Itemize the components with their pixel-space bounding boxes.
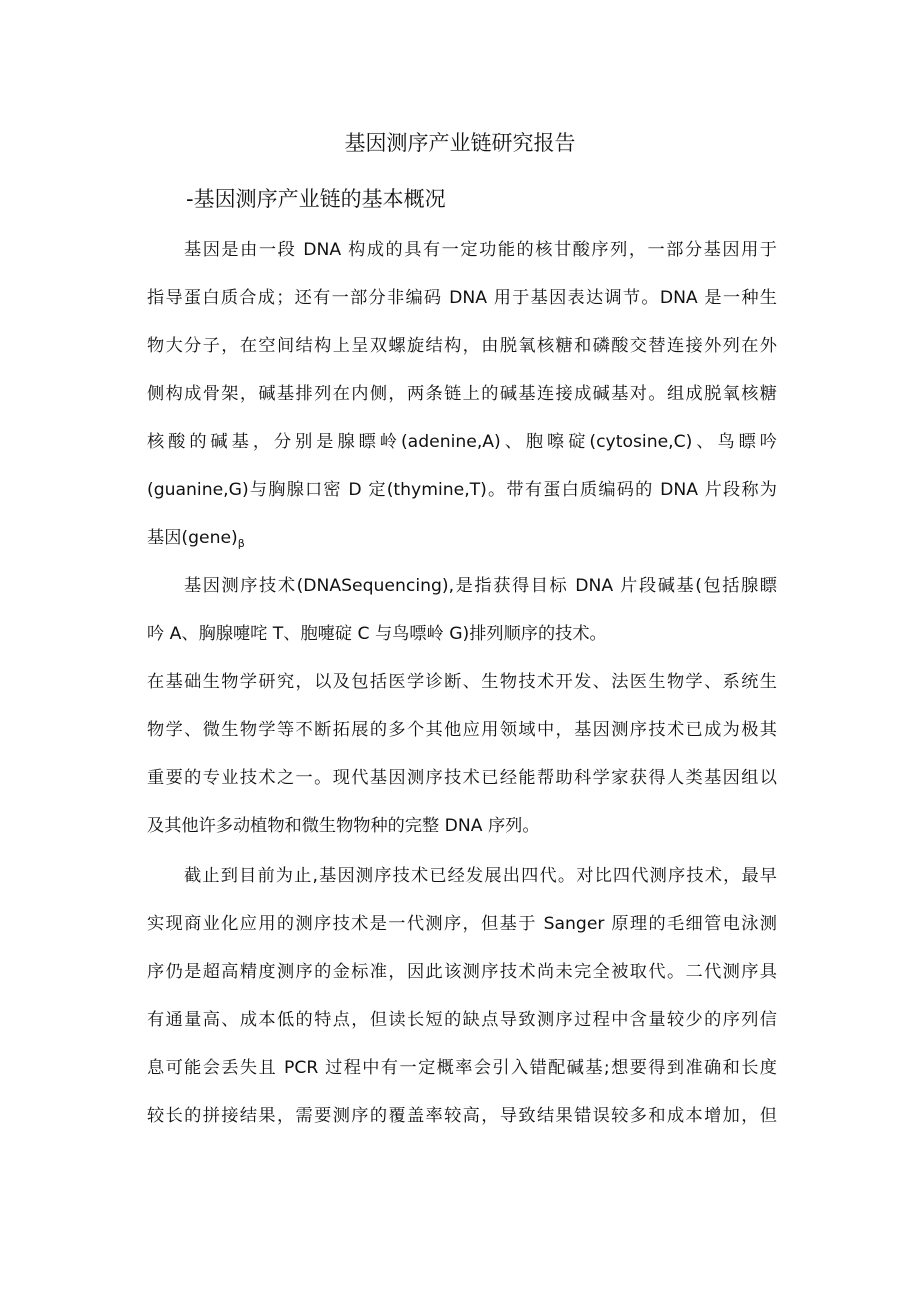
subscript-mark: β [237, 537, 245, 550]
paragraph-line [147, 524, 777, 554]
section-heading: -基因测序产业链的基本概况 [186, 187, 446, 211]
paragraph-line: 及其他许多动植物和微生物物种的完整 DNA 序列。 [147, 816, 540, 836]
paragraph-line-text: 基因(gene) [147, 528, 238, 548]
paragraph-line: 重要的专业技术之一。现代基因测序技术已经能帮助科学家获得人类基因组以 [147, 768, 777, 788]
paragraph-line: 基因是由一段 DNA 构成的具有一定功能的核甘酸序列，一部分基因用于 [184, 240, 777, 260]
paragraph-line: 侧构成骨架，碱基排列在内侧，两条链上的碱基连接成碱基对。组成脱氧核糖 [147, 384, 777, 404]
paragraph-line: 物大分子，在空间结构上呈双螺旋结构，由脱氧核糖和磷酸交替连接外列在外 [147, 336, 777, 356]
paragraph-line: 截止到目前为止,基因测序技术已经发展出四代。对比四代测序技术，最早 [184, 866, 777, 886]
paragraph-line: 息可能会丢失且 PCR 过程中有一定概率会引入错配碱基;想要得到准确和长度 [147, 1058, 777, 1078]
paragraph-line: (guanine,G)与胸腺口密 D 定(thymine,T)。带有蛋白质编码的 DNA 片段称为 [147, 480, 777, 500]
paragraph-line: 在基础生物学研究，以及包括医学诊断、生物技术开发、法医生物学、系统生 [147, 672, 777, 692]
paragraph-line: 指导蛋白质合成；还有一部分非编码 DNA 用于基因表达调节。DNA 是一种生 [147, 288, 777, 308]
paragraph-line: 实现商业化应用的测序技术是一代测序，但基于 Sanger 原理的毛细管电泳测 [147, 914, 777, 934]
paragraph-line: 序仍是超高精度测序的金标准，因此该测序技术尚未完全被取代。二代测序具 [147, 962, 777, 982]
paragraph-line: 有通量高、成本低的特点，但读长短的缺点导致测序过程中含量较少的序列信 [147, 1010, 777, 1030]
document-title: 基因测序产业链研究报告 [344, 131, 576, 155]
paragraph-line: 较长的拼接结果，需要测序的覆盖率较高，导致结果错误较多和成本增加，但 [147, 1106, 777, 1126]
paragraph-line: 物学、微生物学等不断拓展的多个其他应用领域中，基因测序技术已成为极其 [147, 720, 777, 740]
paragraph-line: 核酸的碱基，分别是腺瞟岭(adenine,A)、胞嚓碇(cytosine,C)、鸟瞟吟 [147, 432, 777, 452]
paragraph-line: 基因测序技术(DNASequencing),是指获得目标 DNA 片段碱基(包括腺瞟 [184, 576, 777, 596]
paragraph-line: 吟 A、胸腺嚏咤 T、胞嚏碇 C 与鸟嘌岭 G)排列顺序的技术。 [147, 624, 607, 644]
